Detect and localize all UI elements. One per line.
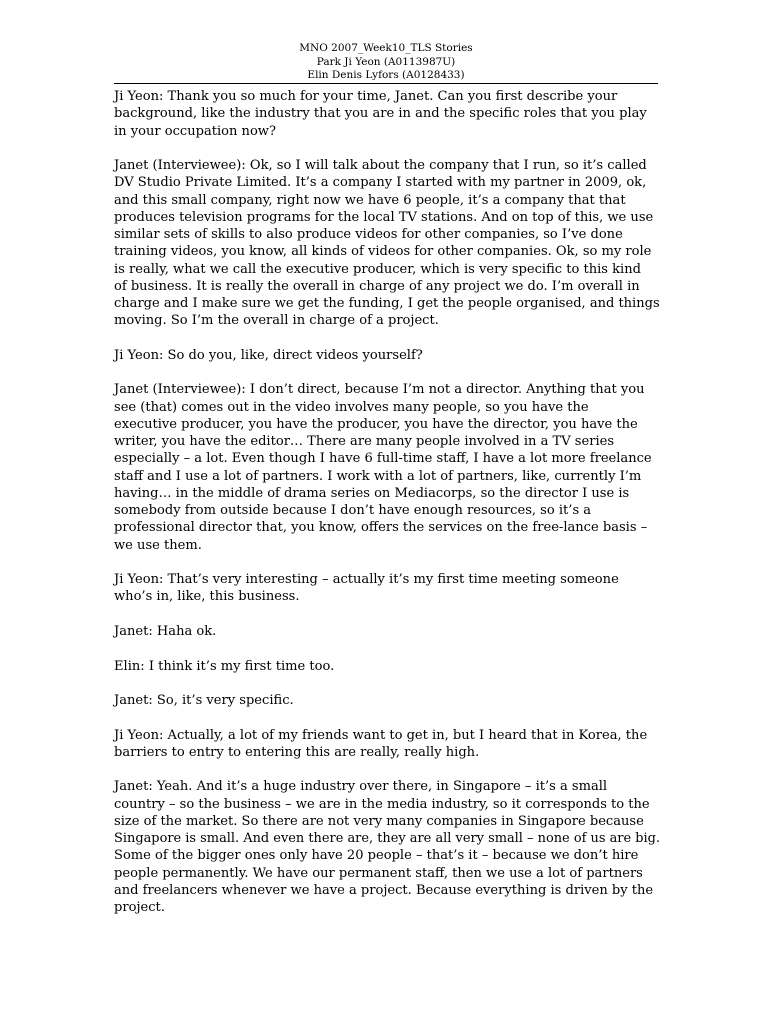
transcript-line: country – so the business – we are in the media industry, so it corresponds to the (114, 796, 650, 812)
transcript-line: Ji Yeon: That’s very interesting – actually it’s my first time meeting someone (114, 572, 619, 588)
document-header (114, 42, 658, 83)
transcript-paragraph (114, 571, 662, 606)
transcript-paragraph (114, 778, 662, 916)
transcript-paragraph (114, 623, 662, 640)
transcript-line: Janet (Interviewee): I don’t direct, because I’m not a director. Anything that you (114, 382, 645, 398)
transcript-line: is really, what we call the executive producer, which is very specific to this kind (114, 261, 641, 277)
author-one: Park Ji Yeon (A0113987U) (316, 55, 456, 68)
transcript-line: Some of the bigger ones only have 20 people – that’s it – because we don’t hire (114, 848, 639, 864)
transcript-line: we use them. (114, 537, 202, 553)
transcript-line: barriers to entry to entering this are really, really high. (114, 744, 480, 760)
header-divider (114, 83, 658, 84)
transcript-line: charge and I make sure we get the funding, I get the people organised, and things (114, 296, 660, 312)
transcript-line: Elin: I think it’s my first time too. (114, 658, 335, 674)
transcript-line: professional director that, you know, offers the services on the free-lance basis – (114, 520, 648, 536)
transcript-line: Ji Yeon: Actually, a lot of my friends want to get in, but I heard that in Korea, the (114, 727, 648, 743)
transcript-paragraph (114, 692, 662, 709)
transcript-line: staff and I use a lot of partners. I work with a lot of partners, like, currently I’m (114, 468, 642, 484)
transcript-line: of business. It is really the overall in charge of any project we do. I’m overall in (114, 278, 640, 294)
transcript-line: and this small company, right now we have 6 people, it’s a company that that (114, 192, 626, 208)
transcript-line: project. (114, 900, 165, 916)
transcript-line: background, like the industry that you are in and the specific roles that you play (114, 106, 647, 122)
transcript-line: size of the market. So there are not very many companies in Singapore because (114, 813, 644, 829)
transcript-paragraph (114, 88, 662, 140)
author-two: Elin Denis Lyfors (A0128433) (307, 69, 465, 81)
transcript-line: in your occupation now? (114, 123, 276, 139)
transcript-line: DV Studio Private Limited. It’s a company I started with my partner in 2009, ok, (114, 175, 647, 191)
transcript-line: Janet: So, it’s very specific. (114, 693, 294, 709)
transcript-line: moving. So I’m the overall in charge of a project. (114, 313, 439, 329)
transcript-line: having… in the middle of drama series on Mediacorps, so the director I use is (114, 485, 630, 501)
transcript-paragraph (114, 347, 662, 364)
transcript-line: see (that) comes out in the video involves many people, so you have the (114, 399, 589, 415)
transcript-line: who’s in, like, this business. (114, 589, 300, 605)
transcript-line: especially – a lot. Even though I have 6 full-time staff, I have a lot more freelance (114, 451, 652, 467)
transcript-line: executive producer, you have the producer, you have the director, you have the (114, 416, 638, 432)
transcript-line: produces television programs for the local TV stations. And on top of this, we use (114, 209, 654, 225)
transcript-line: Janet: Haha ok. (114, 623, 217, 639)
transcript-line: Singapore is small. And even there are, they are all very small – none of us are big. (114, 831, 661, 847)
course-title: MNO 2007_Week10_TLS Stories (299, 42, 473, 54)
transcript-line: somebody from outside because I don’t have enough resources, so it’s a (114, 503, 592, 519)
transcript-line: Ji Yeon: So do you, like, direct videos yourself? (114, 347, 423, 363)
transcript-line: writer, you have the editor… There are many people involved in a TV series (114, 434, 615, 450)
transcript-paragraph (114, 658, 662, 675)
transcript-paragraph (114, 381, 662, 554)
transcript-line: Janet (Interviewee): Ok, so I will talk about the company that I run, so it’s called (114, 158, 647, 174)
interview-transcript (114, 88, 662, 934)
transcript-line: and freelancers whenever we have a project. Because everything is driven by the (114, 882, 654, 898)
transcript-line: people permanently. We have our permanent staff, then we use a lot of partners (114, 865, 643, 881)
transcript-paragraph (114, 727, 662, 762)
transcript-line: training videos, you know, all kinds of videos for other companies. Ok, so my role (114, 244, 652, 260)
transcript-paragraph (114, 157, 662, 330)
transcript-line: similar sets of skills to also produce videos for other companies, so I’ve done (114, 227, 623, 243)
transcript-line: Ji Yeon: Thank you so much for your time, Janet. Can you first describe your (114, 89, 618, 104)
transcript-line: Janet: Yeah. And it’s a huge industry over there, in Singapore – it’s a small (114, 779, 608, 795)
